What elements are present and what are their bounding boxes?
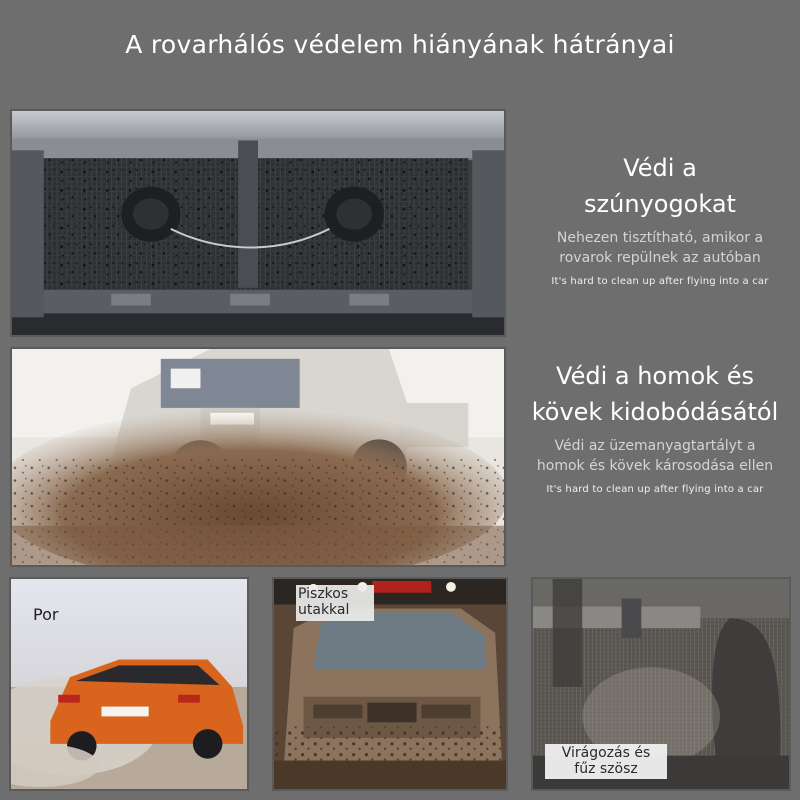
feature-heading: Védi a szúnyogokat <box>584 154 736 218</box>
dust-caption: Por <box>33 605 59 624</box>
pollen-catkin-caption: Virágozás és fűz szösz <box>545 744 667 779</box>
feature-mosquito-protection <box>520 150 800 287</box>
feature-english-note: It's hard to clean up after flying into a car <box>546 484 764 495</box>
feature-heading: Védi a homok és kövek kidobódásától <box>531 362 779 426</box>
feature-description: Nehezen tisztítható, amikor a rovarok repülnek az autóban <box>556 230 764 266</box>
radiator-insects-photo <box>10 109 506 337</box>
muddy-roads-caption: Piszkos utakkal <box>296 585 374 621</box>
page-title: A rovarhálós védelem hiányának hátrányai <box>125 30 675 59</box>
feature-description: Védi az üzemanyagtartályt a homok és kövek károsodása ellen <box>536 438 774 474</box>
rally-car-sand-photo <box>10 347 506 567</box>
feature-english-note: It's hard to clean up after flying into a car <box>551 276 769 287</box>
feature-sand-stone-protection <box>505 358 800 495</box>
